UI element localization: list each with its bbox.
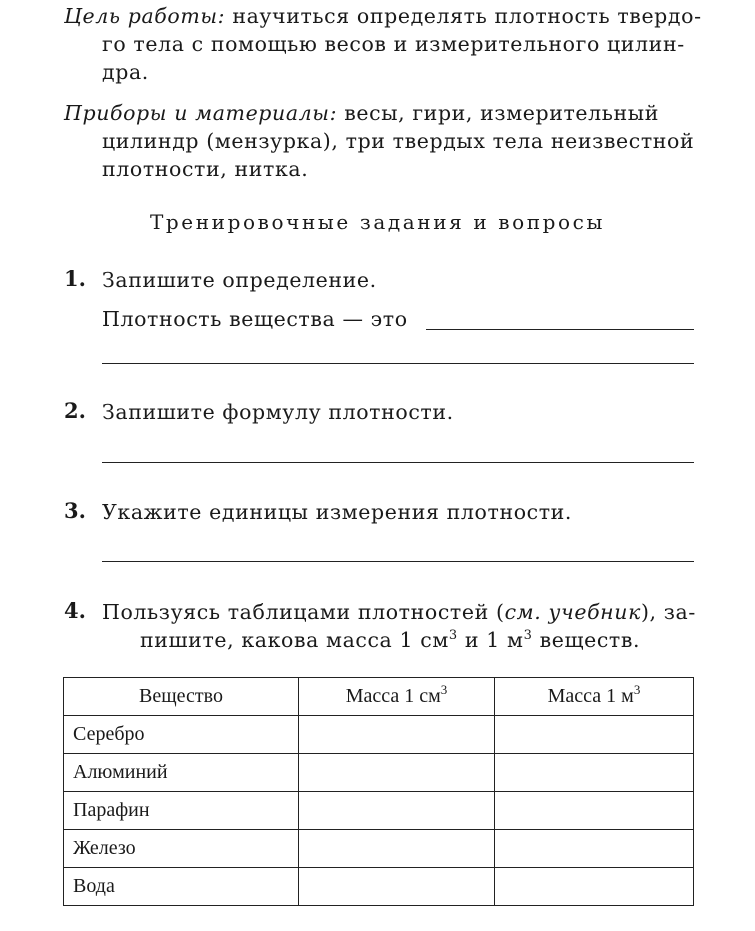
- substance-cell: Парафин: [64, 792, 299, 830]
- question-2-number: 2.: [64, 398, 86, 423]
- substance-cell: Серебро: [64, 716, 299, 754]
- mass-m3-cell[interactable]: [495, 830, 694, 868]
- section-heading: Тренировочные задания и вопросы: [149, 210, 606, 234]
- question-1-number: 1.: [64, 266, 86, 291]
- substance-cell: Вода: [64, 868, 299, 906]
- question-4-text-c: пишите, какова масса 1 см: [140, 628, 449, 652]
- question-4-text-b: ), за-: [640, 600, 696, 624]
- mass-cm3-cell[interactable]: [299, 830, 495, 868]
- substance-cell: Алюминий: [64, 754, 299, 792]
- goal-text-1: научиться определять плотность твердо-: [232, 4, 702, 28]
- textbook-reference: см. учебник: [504, 600, 641, 624]
- header-mass-m3-sup: 3: [633, 682, 641, 697]
- header-mass-m3: [495, 678, 694, 716]
- question-2-text: Запишите формулу плотности.: [102, 400, 454, 424]
- question-4-text-d: и 1 м: [457, 628, 524, 652]
- question-4-text-a: Пользуясь таблицами плотностей (: [102, 600, 505, 624]
- mass-cm3-cell[interactable]: [299, 868, 495, 906]
- question-4-text-e: веществ.: [532, 628, 641, 652]
- mass-cm3-cell[interactable]: [299, 754, 495, 792]
- table-row: [64, 868, 694, 906]
- question-4-line-2: [140, 626, 700, 654]
- materials-label: Приборы и материалы:: [64, 101, 338, 125]
- question-3-number: 3.: [64, 498, 86, 523]
- table-header-row: [64, 678, 694, 716]
- materials-paragraph: [64, 99, 724, 183]
- density-table: [63, 677, 694, 906]
- mass-cm3-cell[interactable]: [299, 792, 495, 830]
- table-row: [64, 754, 694, 792]
- materials-text-1: весы, гири, измерительный: [344, 101, 659, 125]
- table-row: [64, 792, 694, 830]
- header-mass-m3-label: Масса 1 м: [547, 685, 634, 707]
- goal-line-1: [64, 2, 724, 30]
- answer-line-3[interactable]: [102, 561, 694, 562]
- cm-cube-sup: 3: [448, 628, 458, 643]
- goal-line-2: го тела с помощью весов и измерительного цилин-: [102, 32, 685, 56]
- mass-cm3-cell[interactable]: [299, 716, 495, 754]
- header-mass-cm3-label: Масса 1 см: [345, 685, 441, 707]
- question-1-subprompt: Плотность вещества — это: [102, 307, 408, 331]
- header-mass-cm3-sup: 3: [440, 682, 448, 697]
- mass-m3-cell[interactable]: [495, 868, 694, 906]
- substance-cell: Железо: [64, 830, 299, 868]
- question-4-number: 4.: [64, 598, 86, 623]
- m-cube-sup: 3: [523, 628, 533, 643]
- answer-line-1b[interactable]: [102, 363, 694, 364]
- question-3-text: Укажите единицы измерения плотности.: [102, 500, 573, 524]
- goal-line-3: дра.: [102, 60, 149, 84]
- table-row: [64, 830, 694, 868]
- question-1-text: Запишите определение.: [102, 268, 377, 292]
- answer-line-2[interactable]: [102, 462, 694, 463]
- goal-label: Цель работы:: [64, 4, 226, 28]
- materials-line-1: [64, 99, 724, 127]
- table-row: [64, 716, 694, 754]
- mass-m3-cell[interactable]: [495, 792, 694, 830]
- header-mass-cm3: [299, 678, 495, 716]
- goal-paragraph: [64, 2, 724, 86]
- mass-m3-cell[interactable]: [495, 716, 694, 754]
- materials-line-2: цилиндр (мензурка), три твердых тела неизвестной: [102, 129, 695, 153]
- answer-line-1a[interactable]: [426, 329, 694, 330]
- materials-line-3: плотности, нитка.: [102, 157, 309, 181]
- header-substance: Вещество: [64, 678, 299, 716]
- question-4-line-1: [102, 598, 702, 626]
- mass-m3-cell[interactable]: [495, 754, 694, 792]
